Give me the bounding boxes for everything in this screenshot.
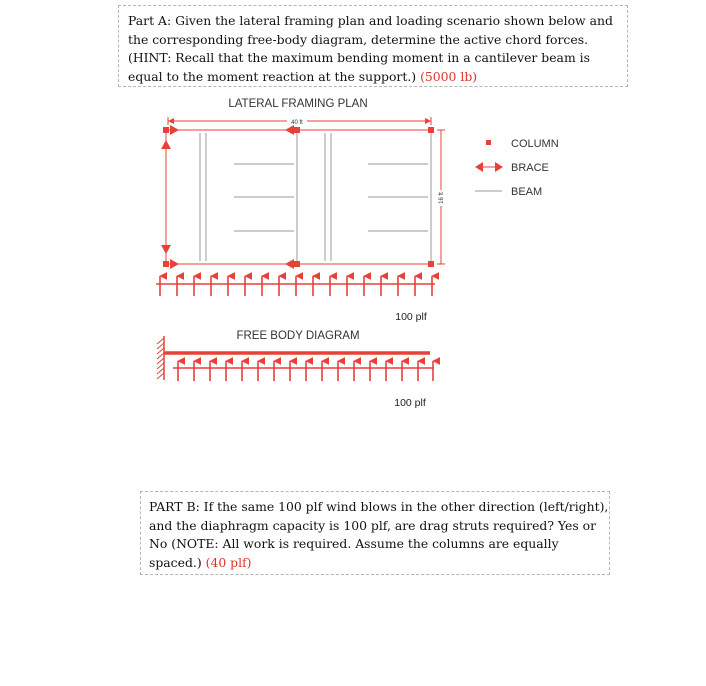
left-brace: [161, 132, 171, 262]
part-a-points: (5000 lb): [420, 68, 478, 84]
fbd-title: FREE BODY DIAGRAM: [236, 330, 360, 342]
column-marker: [428, 261, 434, 267]
width-label: 40 ft: [291, 120, 303, 126]
column-marker: [294, 127, 300, 133]
column-marker: [163, 261, 169, 267]
fbd-load-label: 100 plf: [394, 397, 426, 409]
part-b-points: (40 plf): [205, 554, 252, 570]
part-b-text: PART B: If the same 100 plf wind blows in the other direction (left/right), and the diaphragm capacity is 100 plf, are drag struts required? Yes or No (NOTE: All work is required. Assume the columns are equally spaced.): [149, 499, 609, 570]
part-b-box: [140, 491, 610, 575]
framing-beams: [200, 133, 431, 261]
fbd-load-arrows: [173, 361, 434, 381]
height-dimension: [437, 130, 445, 264]
column-marker: [163, 127, 169, 133]
column-marker: [428, 127, 434, 133]
column-legend-icon: [486, 140, 491, 145]
plan-load-label: 100 plf: [395, 311, 427, 323]
width-dimension: [168, 116, 431, 126]
plan-load-arrows: [156, 276, 435, 296]
legend-beam-label: BEAM: [511, 186, 543, 198]
part-a-text: Part A: Given the lateral framing plan and loading scenario shown below and the corresponding free-body diagram, determine the active chord forces. (HINT: Recall that the maximum bending moment in a cantilever beam is equal to the moment reaction at the support.): [128, 13, 613, 84]
legend: [475, 138, 559, 198]
legend-brace-label: BRACE: [511, 162, 549, 174]
brace-legend-icon: [475, 162, 503, 172]
fbd-fixed-support: [157, 336, 164, 380]
legend-column-label: COLUMN: [511, 138, 559, 150]
column-marker: [294, 261, 300, 267]
plan-title: LATERAL FRAMING PLAN: [228, 98, 368, 110]
height-label: 16 ft: [439, 192, 445, 204]
